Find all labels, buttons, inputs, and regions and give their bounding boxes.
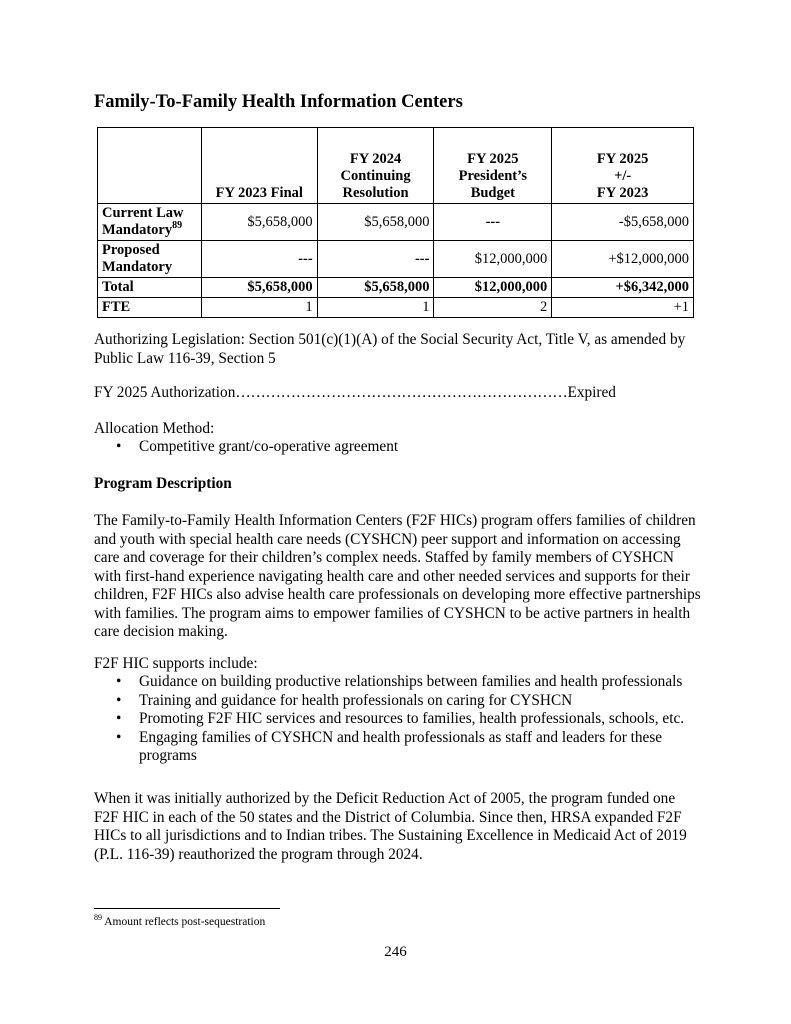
section-heading: Program Description [94, 475, 232, 492]
table-row-current-law [98, 204, 694, 241]
budget-table [97, 127, 694, 318]
table-cell: 2 [434, 298, 552, 318]
table-header-cell: FY 2025 +/- FY 2023 [552, 128, 694, 204]
list-item [94, 673, 704, 692]
supports-list [94, 673, 704, 766]
page-title: Family-To-Family Health Information Centers [94, 92, 463, 112]
list-item [94, 438, 704, 457]
table-header-cell: FY 2023 Final [201, 128, 317, 204]
page-number: 246 [384, 944, 407, 960]
table-cell: 1 [317, 298, 434, 318]
bullet-icon: • [116, 710, 122, 727]
bullet-icon: • [116, 691, 122, 709]
table-header-row [98, 128, 694, 204]
table-cell: $12,000,000 [434, 241, 552, 278]
footnote-number: 89 [94, 913, 102, 923]
table-cell: +1 [552, 298, 694, 318]
table-cell: $5,658,000 [201, 204, 317, 241]
list-item [94, 692, 704, 711]
list-item [94, 710, 704, 729]
bullet-icon: • [116, 438, 122, 455]
supports-heading: F2F HIC supports include: [94, 655, 258, 672]
allocation-heading: Allocation Method: [94, 420, 215, 437]
table-cell: $5,658,000 [201, 278, 317, 298]
bullet-icon: • [116, 673, 122, 690]
authorization-label: FY 2025 Authorization [94, 384, 236, 401]
table-cell: $12,000,000 [434, 278, 552, 298]
row-label: Proposed Mandatory [98, 241, 202, 278]
table-cell: +$12,000,000 [552, 241, 694, 278]
list-item-text: Engaging families of CYSHCN and health professionals as staff and leaders for these programs [139, 728, 663, 764]
leader-dots: ………………………………………………………… [235, 384, 568, 401]
table-cell: -$5,658,000 [552, 204, 694, 241]
table-cell: $5,658,000 [317, 204, 434, 241]
bullet-icon: • [116, 728, 122, 746]
row-label: FTE [98, 298, 202, 318]
authorization-line [94, 384, 702, 403]
footnote [94, 913, 266, 928]
table-cell: 1 [201, 298, 317, 318]
table-row-total [98, 278, 694, 298]
table-cell: +$6,342,000 [552, 278, 694, 298]
table-cell: --- [201, 241, 317, 278]
footnote-divider [94, 908, 280, 909]
row-label [98, 204, 202, 241]
table-row-fte [98, 298, 694, 318]
authorization-value: Expired [567, 384, 616, 401]
list-item-text: Promoting F2F HIC services and resources to families, health professionals, schools, etc. [139, 710, 685, 727]
table-header-cell: FY 2025 President’s Budget [434, 128, 552, 204]
table-row-proposed [98, 241, 694, 278]
row-label: Total [98, 278, 202, 298]
footnote-ref: 89 [172, 220, 183, 232]
list-item-text: Guidance on building productive relationships between families and health professionals [139, 673, 683, 690]
table-header-cell [98, 128, 202, 204]
allocation-list [94, 438, 704, 457]
list-item-text: Competitive grant/co-operative agreement [139, 438, 399, 455]
history-paragraph: When it was initially authorized by the Deficit Reduction Act of 2005, the program funded one F2F HIC in each of the 50 states and the District of Columbia. Since then, HRSA expanded F2F HICs to all jurisdictions and to Indian tribes. The Sustaining Excellence in Medicaid Act of 2019 (P.L. 116-39) reauthorized the program through 2024. [94, 790, 687, 863]
authorizing-legislation: Authorizing Legislation: Section 501(c)(1)(A) of the Social Security Act, Title V, as amended by Public Law 116-39, Section 5 [94, 331, 686, 367]
row-label-text: Current Law Mandatory [102, 205, 184, 238]
footnote-text: Amount reflects post-sequestration [104, 916, 266, 928]
program-description-paragraph: The Family-to-Family Health Information Centers (F2F HICs) program offers families of children and youth with special health care needs (CYSHCN) peer support and information on accessing care and coverage for their children’s complex needs. Staffed by family members of CYSHCN with first-hand experience navigating health care and other needed services and supports for their children, F2F HICs also advise health care professionals on developing more effective partnerships with families. The program aims to empower families of CYSHCN to be active partners in health care decision making. [94, 512, 701, 640]
table-header-cell: FY 2024 Continuing Resolution [317, 128, 434, 204]
list-item-text: Training and guidance for health professionals on caring for CYSHCN [139, 691, 573, 709]
table-cell: $5,658,000 [317, 278, 434, 298]
table-cell: --- [317, 241, 434, 278]
table-cell: --- [434, 204, 552, 241]
list-item [94, 729, 704, 766]
